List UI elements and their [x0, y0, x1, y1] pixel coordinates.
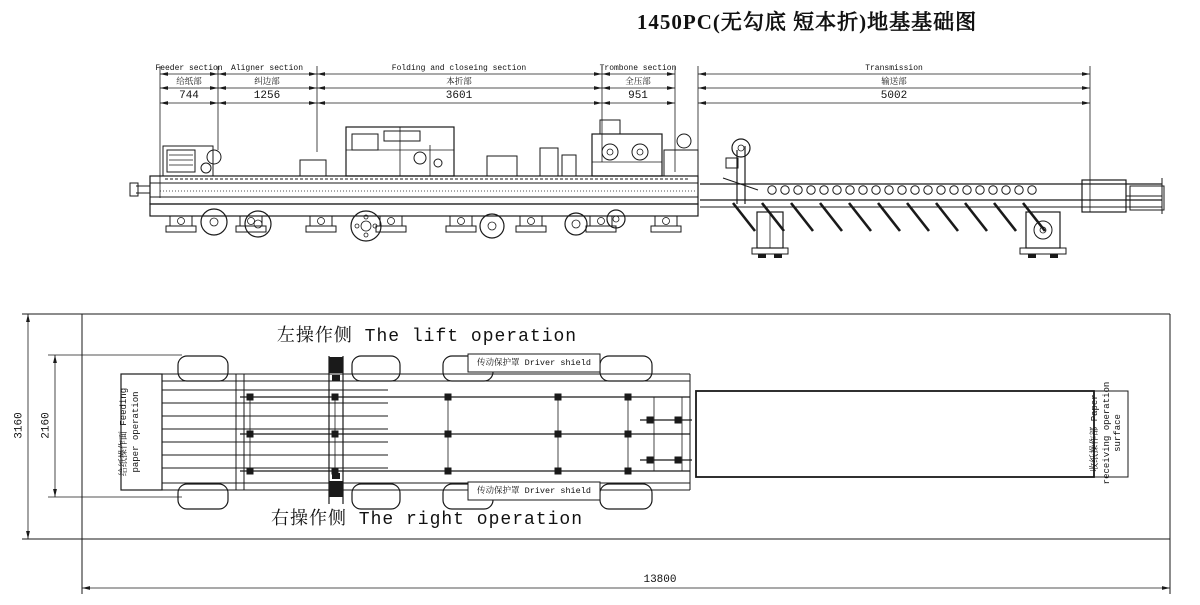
section-transmission-value: 5002: [880, 90, 908, 102]
paper-receiving-label: 收纸操作部 Paper receiving operation surface: [1090, 381, 1124, 485]
driver-shield-label-top: 传动保护罩 Driver shield: [477, 358, 591, 368]
elevation-transmission-conveyor: [700, 139, 1164, 258]
feeding-operation-label: 给纸操作面 Feeding paper operation: [119, 387, 141, 477]
section-trombone-en: Trombone section: [599, 64, 677, 73]
dimension-13800: 13800: [643, 574, 677, 586]
elevation-main-machine: [130, 120, 698, 241]
section-aligner-value: 1256: [253, 90, 281, 102]
drawing-title: 1450PC(无勾底 短本折)地基基础图: [636, 10, 978, 34]
right-operation-side-label: 右操作侧 The right operation: [270, 510, 584, 530]
section-transmission-en: Transmission: [865, 64, 923, 73]
section-aligner-en: Aligner section: [230, 64, 303, 73]
section-aligner-cn: 纠边部: [254, 77, 280, 87]
section-feeder-cn: 给纸部: [176, 77, 202, 87]
left-operation-side-label: 左操作侧 The lift operation: [276, 327, 578, 347]
section-trombone-value: 951: [628, 90, 648, 102]
dimension-3160: 3160: [13, 412, 26, 439]
section-transmission-cn: 输送部: [881, 77, 907, 87]
plan-main-machine: [121, 354, 692, 509]
driver-shield-label-bottom: 传动保护罩 Driver shield: [477, 486, 591, 496]
section-folding-en: Folding and closeing section: [391, 64, 527, 73]
top-dimension-lines: [160, 66, 1090, 212]
section-feeder-en: Feeder section: [155, 64, 223, 73]
plan-receiving-conveyor: [696, 391, 1128, 477]
section-folding-value: 3601: [445, 90, 473, 102]
section-feeder-value: 744: [179, 90, 199, 102]
dimension-2160: 2160: [40, 412, 53, 439]
section-trombone-cn: 全压部: [625, 77, 651, 87]
section-folding-cn: 本折部: [446, 77, 472, 87]
